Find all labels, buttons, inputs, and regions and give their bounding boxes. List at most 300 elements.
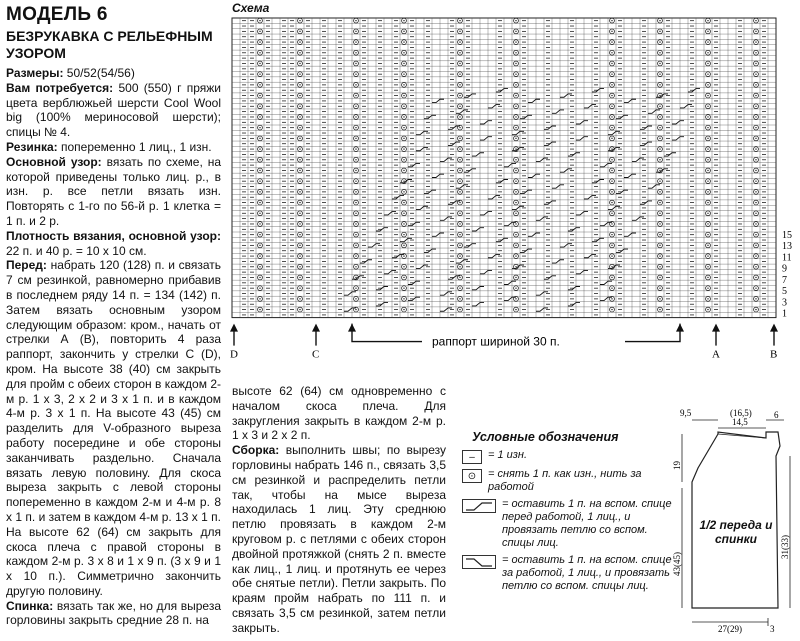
slip-mark-dot (755, 266, 756, 267)
slip-mark-dot (659, 63, 660, 64)
dim-top-right: 6 (774, 410, 779, 420)
slip-mark-dot (299, 127, 300, 128)
slip-mark-dot (515, 116, 516, 117)
slip-mark-dot (755, 41, 756, 42)
slip-mark-dot (355, 180, 356, 181)
slip-mark-dot (659, 159, 660, 160)
slip-mark-dot (659, 95, 660, 96)
legend (462, 430, 672, 597)
slip-mark-dot (515, 148, 516, 149)
slip-mark-dot (403, 255, 404, 256)
slip-mark-dot (403, 116, 404, 117)
slip-mark-dot (515, 170, 516, 171)
slip-mark-dot (707, 95, 708, 96)
density-text: 22 п. и 40 р. = 10 х 10 см. (6, 243, 147, 258)
slip-mark-dot (403, 63, 404, 64)
slip-mark-dot (259, 213, 260, 214)
slip-mark-dot (659, 213, 660, 214)
slip-mark-dot (259, 84, 260, 85)
slip-mark-dot (611, 95, 612, 96)
slip-mark-dot (755, 287, 756, 288)
slip-mark-dot (707, 170, 708, 171)
slip-mark-dot (299, 95, 300, 96)
slip-mark-dot (459, 63, 460, 64)
slip-mark-dot (755, 84, 756, 85)
slip-mark-dot (459, 202, 460, 203)
slip-mark-dot (299, 298, 300, 299)
slip-mark-dot (659, 20, 660, 21)
slip-mark-dot (299, 41, 300, 42)
legend-text: = снять 1 п. как изн., нить за работой (488, 468, 642, 493)
slip-mark-dot (515, 245, 516, 246)
back-paragraph (6, 599, 221, 629)
slip-mark-dot (611, 31, 612, 32)
slip-mark-dot (403, 266, 404, 267)
cross-back-icon (462, 555, 496, 569)
slip-mark-dot (355, 95, 356, 96)
slip-mark-dot (403, 180, 404, 181)
slip-mark-dot (299, 148, 300, 149)
repeat-label: раппорт шириной 30 п. (432, 334, 560, 349)
slip-mark-dot (659, 191, 660, 192)
slip-mark-dot (299, 20, 300, 21)
slip-mark-dot (259, 309, 260, 310)
slip-mark-dot (459, 138, 460, 139)
slip-mark-dot (515, 52, 516, 53)
slip-mark-dot (707, 287, 708, 288)
slip-mark-dot (755, 191, 756, 192)
slip-mark-dot (355, 84, 356, 85)
slip-mark-dot (259, 245, 260, 246)
slip-mark-dot (459, 159, 460, 160)
slip-mark-dot (459, 31, 460, 32)
arrow-b-head (770, 324, 778, 332)
dim-left-height: 43(45) (672, 552, 682, 576)
slip-mark-dot (611, 255, 612, 256)
slip-mark-dot (459, 309, 460, 310)
slip-mark-dot (403, 95, 404, 96)
slip-mark-dot (403, 223, 404, 224)
slip-mark-dot (707, 127, 708, 128)
slip-mark-dot (459, 213, 460, 214)
slip-mark-dot (403, 73, 404, 74)
slip-mark-dot (515, 20, 516, 21)
slip-mark-dot (611, 309, 612, 310)
slip-mark-dot (515, 159, 516, 160)
slip-mark-dot (611, 234, 612, 235)
slip-mark-dot (659, 52, 660, 53)
slip-mark-dot (659, 138, 660, 139)
slip-mark-dot (611, 223, 612, 224)
slip-mark-dot (515, 266, 516, 267)
slip-mark-dot (707, 41, 708, 42)
slip-mark-dot (299, 266, 300, 267)
slip-mark-dot (403, 170, 404, 171)
slip-mark-dot (515, 84, 516, 85)
assembly-paragraph (232, 443, 446, 635)
slip-mark-dot (755, 138, 756, 139)
slip-mark-dot (755, 180, 756, 181)
slip-mark-dot (459, 106, 460, 107)
slip-mark-dot (611, 159, 612, 160)
slip-mark-dot (659, 234, 660, 235)
slip-mark-dot (355, 20, 356, 21)
slip-mark-dot (355, 159, 356, 160)
slip-mark-dot (355, 127, 356, 128)
slip-mark-dot (299, 170, 300, 171)
slip-mark-dot (403, 245, 404, 246)
slip-mark-dot (299, 309, 300, 310)
slip-mark-dot (515, 255, 516, 256)
slip-mark-dot (459, 170, 460, 171)
slip-mark-dot (403, 277, 404, 278)
slip-mark-dot (355, 31, 356, 32)
slip-mark-dot (515, 309, 516, 310)
slip-mark-dot (755, 234, 756, 235)
slip-mark-dot (611, 138, 612, 139)
slip-mark-dot (459, 180, 460, 181)
slip-mark-dot (459, 116, 460, 117)
slip-mark-dot (403, 148, 404, 149)
slip-mark-dot (611, 170, 612, 171)
slip-mark-dot (459, 41, 460, 42)
slip-mark-dot (611, 20, 612, 21)
slip-mark-dot (259, 116, 260, 117)
slip-mark-dot (707, 52, 708, 53)
slip-mark-dot (299, 116, 300, 117)
slip-mark-dot (299, 287, 300, 288)
slip-mark-dot (707, 245, 708, 246)
slip-mark-dot (459, 73, 460, 74)
slip-mark-dot (259, 191, 260, 192)
slip-mark-dot (259, 41, 260, 42)
slip-mark-dot (355, 266, 356, 267)
sizes-text: 50/52(54/56) (63, 66, 135, 80)
slip-mark-dot (659, 73, 660, 74)
slip-mark-dot (515, 95, 516, 96)
back-text: вязать так же, но для выреза горловины закрыть средние 28 п. на (6, 598, 221, 628)
legend-item-slip (462, 468, 672, 494)
slip-mark-dot (707, 138, 708, 139)
slip-mark-dot (611, 73, 612, 74)
arrow-d-head (230, 324, 238, 332)
slip-mark-dot (403, 309, 404, 310)
slip-mark-dot (355, 309, 356, 310)
slip-mark-dot (755, 116, 756, 117)
dim-top-left: 9,5 (680, 408, 692, 418)
slip-mark-dot (403, 138, 404, 139)
slip-mark-dot (355, 191, 356, 192)
slip-mark-dot (611, 84, 612, 85)
slip-mark-dot (459, 52, 460, 53)
slip-mark-dot (355, 255, 356, 256)
slip-mark-dot (459, 191, 460, 192)
slip-mark-dot (707, 277, 708, 278)
row-number: 3 (782, 297, 787, 309)
slip-mark-dot (611, 266, 612, 267)
slip-mark-dot (259, 63, 260, 64)
slip-mark-dot (355, 245, 356, 246)
slip-mark-dot (355, 148, 356, 149)
rib-label: Резинка: (6, 139, 58, 154)
legend-item-cross-front (462, 498, 672, 550)
model-title: МОДЕЛЬ 6 (6, 4, 108, 25)
slip-mark-dot (611, 127, 612, 128)
slip-mark-dot (659, 31, 660, 32)
slip-mark-dot (299, 138, 300, 139)
slip-mark-dot (403, 287, 404, 288)
repeat-arrow-right (676, 324, 684, 332)
slip-mark-dot (403, 84, 404, 85)
slip-mark-dot (755, 202, 756, 203)
arrow-c-label: C (312, 348, 320, 361)
row-number: 9 (782, 263, 787, 275)
slip-mark-dot (403, 20, 404, 21)
slip-mark-dot (755, 159, 756, 160)
slip-mark-dot (755, 170, 756, 171)
arrow-a-head (712, 324, 720, 332)
slip-mark-dot (515, 127, 516, 128)
slip-mark-dot (403, 202, 404, 203)
slip-mark-dot (259, 138, 260, 139)
slip-mark-dot (659, 41, 660, 42)
slip-mark-dot (459, 20, 460, 21)
slip-mark-dot (707, 213, 708, 214)
slip-mark-dot (459, 277, 460, 278)
slip-mark-dot (659, 277, 660, 278)
slip-mark-dot (707, 159, 708, 160)
slip-mark-dot (707, 84, 708, 85)
slip-mark-dot (707, 202, 708, 203)
dim-bottom-rib: 3 (770, 624, 775, 634)
dim-top-mid-outer: (16,5) (730, 408, 752, 418)
slip-mark-dot (707, 223, 708, 224)
slip-mark-dot (459, 255, 460, 256)
slip-mark-dot (515, 180, 516, 181)
slip-mark-dot (755, 223, 756, 224)
slip-mark-dot (299, 106, 300, 107)
slip-mark-dot (259, 180, 260, 181)
slip-mark-dot (299, 180, 300, 181)
slip-mark-dot (611, 298, 612, 299)
slip-mark-dot (259, 223, 260, 224)
slip-mark-dot (659, 255, 660, 256)
slip-mark-dot (659, 309, 660, 310)
scheme-title: Схема (232, 1, 270, 15)
slip-mark-dot (515, 73, 516, 74)
row-number: 13 (782, 241, 792, 253)
model-subtitle: БЕЗРУКАВКА С РЕЛЬЕФНЫМ УЗОРОМ (6, 28, 213, 61)
slip-mark-dot (659, 180, 660, 181)
slip-stitch-icon: ⊙ (462, 469, 482, 483)
slip-mark-dot (459, 223, 460, 224)
slip-mark-dot (707, 116, 708, 117)
slip-mark-dot (659, 106, 660, 107)
slip-mark-dot (707, 180, 708, 181)
slip-mark-dot (403, 106, 404, 107)
slip-mark-dot (259, 31, 260, 32)
front-paragraph (6, 258, 221, 598)
knitting-chart (228, 14, 800, 391)
slip-mark-dot (707, 298, 708, 299)
arrow-b-label: B (770, 348, 778, 361)
slip-mark-dot (515, 106, 516, 107)
slip-mark-dot (515, 191, 516, 192)
slip-mark-dot (355, 116, 356, 117)
slip-mark-dot (403, 159, 404, 160)
slip-mark-dot (355, 277, 356, 278)
slip-mark-dot (611, 63, 612, 64)
slip-mark-dot (755, 309, 756, 310)
slip-mark-dot (515, 234, 516, 235)
slip-mark-dot (707, 191, 708, 192)
slip-mark-dot (707, 234, 708, 235)
slip-mark-dot (659, 127, 660, 128)
slip-mark-dot (403, 234, 404, 235)
sizes-label: Размеры: (6, 66, 64, 80)
garment-pattern (672, 408, 796, 641)
front-label: Перед: (6, 258, 47, 273)
slip-mark-dot (459, 298, 460, 299)
slip-mark-dot (355, 41, 356, 42)
slip-mark-dot (755, 95, 756, 96)
dim-top-mid-inner: 14,5 (732, 417, 748, 427)
slip-mark-dot (459, 234, 460, 235)
slip-mark-dot (355, 202, 356, 203)
slip-mark-dot (755, 277, 756, 278)
row-number: 15 (782, 229, 792, 241)
slip-mark-dot (259, 255, 260, 256)
slip-mark-dot (515, 202, 516, 203)
slip-mark-dot (755, 245, 756, 246)
slip-mark-dot (459, 287, 460, 288)
slip-mark-dot (299, 213, 300, 214)
slip-mark-dot (755, 255, 756, 256)
slip-mark-dot (755, 31, 756, 32)
materials-paragraph (6, 81, 221, 140)
slip-mark-dot (515, 223, 516, 224)
legend-item-cross-back (462, 554, 672, 593)
rib-paragraph (6, 140, 221, 155)
materials-text: 500 (550) г пряжи цвета верблюжьей шерсти Cool Wool big (100% мериносовой шерсти); спицы № 4. (6, 80, 222, 140)
slip-mark-dot (355, 223, 356, 224)
slip-mark-dot (459, 95, 460, 96)
slip-mark-dot (755, 63, 756, 64)
slip-mark-dot (611, 287, 612, 288)
assembly-text: выполнить швы; по вырезу горловины набрать 146 п., связать 3,5 см резинкой и распределить петли так, чтобы на мысе выреза находилась 1 лиц. Эту среднюю петлю провязать в каждом 2-м круговом р. с петлями с обеих сторон двойной протяжкой (снять 2 п. вместе как лиц., 1 лиц. и протянуть ее через обе снятые петли). Петли закрыть. По краям пройм набрать по 111 п. и связать 3,5 см резинкой, затем петли закрыть. (232, 443, 446, 635)
legend-title: Условные обозначения (472, 430, 619, 444)
arrow-c-head (312, 324, 320, 332)
slip-mark-dot (459, 148, 460, 149)
slip-mark-dot (707, 309, 708, 310)
slip-mark-dot (515, 31, 516, 32)
slip-mark-dot (459, 245, 460, 246)
arrow-d-label: D (230, 348, 238, 361)
slip-mark-dot (259, 52, 260, 53)
slip-mark-dot (707, 20, 708, 21)
slip-mark-dot (259, 298, 260, 299)
slip-mark-dot (611, 106, 612, 107)
main-pattern-text: вязать по схеме, на которой приведены только лиц. р., в изн. р. все петли вязать изн. Повторять с 1-го по 56-й р. 1 клетка = 1 п. и 2 р. (6, 154, 221, 228)
purl-symbol-icon: – (462, 450, 482, 464)
slip-mark-dot (355, 213, 356, 214)
slip-mark-dot (515, 298, 516, 299)
slip-mark-dot (755, 106, 756, 107)
slip-mark-dot (659, 116, 660, 117)
slip-mark-dot (707, 31, 708, 32)
slip-mark-dot (707, 148, 708, 149)
slip-mark-dot (299, 31, 300, 32)
slip-mark-dot (403, 213, 404, 214)
back-continuation: высоте 62 (64) см одновременно с началом скоса плеча. Для закругления закрыть в каждом 2-м р. 1 х 3 и 2 х 2 п. (232, 384, 446, 443)
slip-mark-dot (707, 266, 708, 267)
slip-mark-dot (299, 245, 300, 246)
slip-mark-dot (259, 170, 260, 171)
slip-mark-dot (355, 63, 356, 64)
slip-mark-dot (259, 202, 260, 203)
slip-mark-dot (611, 180, 612, 181)
pattern-label: 1/2 переда и спинки (699, 518, 773, 546)
slip-mark-dot (611, 148, 612, 149)
slip-mark-dot (659, 245, 660, 246)
slip-mark-dot (259, 20, 260, 21)
slip-mark-dot (299, 223, 300, 224)
row-number: 5 (782, 286, 787, 298)
slip-mark-dot (755, 213, 756, 214)
slip-mark-dot (515, 41, 516, 42)
slip-mark-dot (259, 277, 260, 278)
slip-mark-dot (707, 73, 708, 74)
assembly-label: Сборка: (232, 443, 280, 458)
slip-mark-dot (299, 63, 300, 64)
slip-mark-dot (259, 287, 260, 288)
slip-mark-dot (299, 159, 300, 160)
slip-mark-dot (515, 63, 516, 64)
slip-mark-dot (515, 287, 516, 288)
slip-mark-dot (659, 84, 660, 85)
back-label: Спинка: (6, 598, 54, 613)
slip-mark-dot (299, 234, 300, 235)
slip-mark-dot (403, 191, 404, 192)
slip-mark-dot (299, 191, 300, 192)
slip-mark-dot (299, 202, 300, 203)
legend-text: = 1 изн. (488, 449, 527, 461)
slip-mark-dot (259, 106, 260, 107)
dim-bottom-width: 27(29) (718, 624, 742, 634)
slip-mark-dot (403, 41, 404, 42)
slip-mark-dot (355, 73, 356, 74)
slip-mark-dot (611, 191, 612, 192)
row-number: 11 (782, 252, 792, 264)
slip-mark-dot (755, 148, 756, 149)
slip-mark-dot (299, 84, 300, 85)
slip-mark-dot (755, 73, 756, 74)
slip-mark-dot (459, 266, 460, 267)
slip-mark-dot (355, 298, 356, 299)
row-number: 7 (782, 274, 787, 286)
slip-mark-dot (611, 213, 612, 214)
slip-mark-dot (659, 202, 660, 203)
slip-mark-dot (659, 223, 660, 224)
slip-mark-dot (355, 170, 356, 171)
slip-mark-dot (659, 266, 660, 267)
slip-mark-dot (259, 234, 260, 235)
slip-mark-dot (403, 52, 404, 53)
slip-mark-dot (259, 148, 260, 149)
repeat-bracket-right (625, 324, 680, 342)
slip-mark-dot (259, 127, 260, 128)
slip-mark-dot (459, 127, 460, 128)
